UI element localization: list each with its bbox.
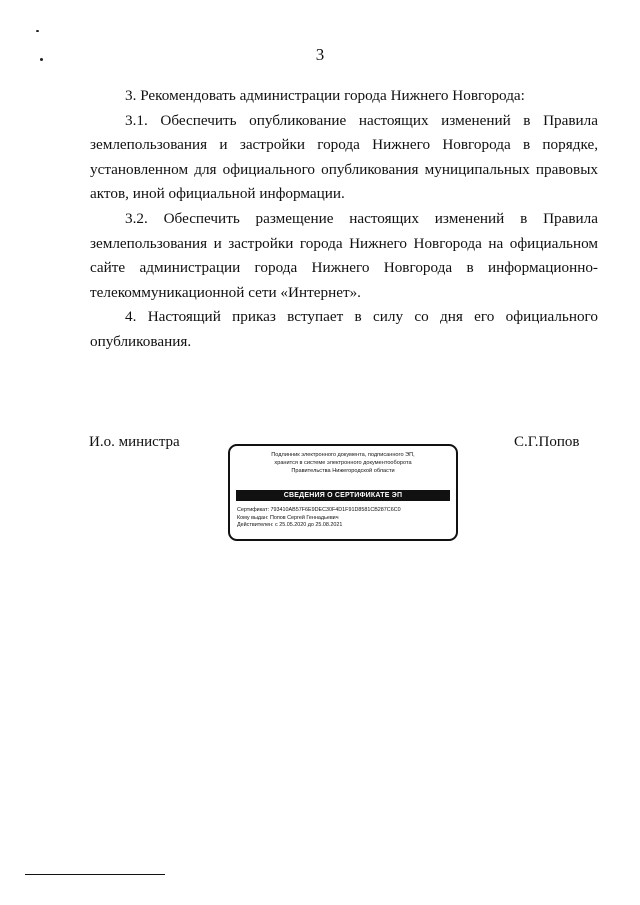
certificate-value: 793410AB57F6E9DEC30F4D1F91D8581CB287C6C0 bbox=[270, 507, 401, 513]
stamp-certificate-row bbox=[237, 507, 452, 515]
valid-label: Действителен: bbox=[237, 522, 274, 528]
paragraph-3-2-continuation: телекоммуникационной сети «Интернет». bbox=[90, 283, 361, 301]
stamp-certificate-title: СВЕДЕНИЯ О СЕРТИФИКАТЕ ЭП bbox=[236, 490, 450, 501]
paragraph-3-2: 3.2. Обеспечить размещение настоящих изменений в Правила землепользования и застройки города Нижнего Новгорода на официальном сайте администрации города Нижнего Новгорода в информационно- bbox=[90, 209, 598, 277]
issued-to-label: Кому выдан: bbox=[237, 514, 269, 521]
electronic-signature-stamp bbox=[228, 444, 458, 541]
certificate-label: Сертификат: bbox=[237, 507, 270, 513]
valid-value: с 25.05.2020 до 25.08.2021 bbox=[275, 522, 343, 528]
stamp-valid-row bbox=[237, 522, 452, 530]
footnote-divider bbox=[25, 874, 165, 875]
issued-to-value: Попов Сергей Геннадьевич bbox=[269, 514, 339, 521]
stamp-issued-row bbox=[237, 515, 452, 523]
page-number: 3 bbox=[315, 45, 325, 64]
paragraph-3: 3. Рекомендовать администрации города Нижнего Новгорода: bbox=[125, 87, 525, 104]
stamp-line: Правительства Нижегородской области bbox=[291, 468, 395, 474]
signatory-role: И.о. министра bbox=[89, 434, 180, 450]
paragraph-3-1: 3.1. Обеспечить опубликование настоящих изменений в Правила землепользования и застройки города Нижнего Новгорода в порядке, установленном для официального опубликования муниципальных правовых актов, иной официальной информации. bbox=[90, 111, 598, 203]
paragraph-4: 4. Настоящий приказ вступает в силу со дня его официального опубликования. bbox=[90, 308, 598, 350]
stamp-line: хранится в системе электронного документооборота bbox=[274, 460, 412, 466]
scan-speck bbox=[36, 30, 39, 32]
document-body bbox=[90, 84, 598, 355]
stamp-header bbox=[230, 451, 456, 475]
stamp-certificate-details bbox=[237, 507, 452, 530]
stamp-line: Подлинник электронного документа, подписанного ЭП, bbox=[271, 452, 415, 458]
signatory-name: С.Г.Попов bbox=[514, 434, 580, 450]
